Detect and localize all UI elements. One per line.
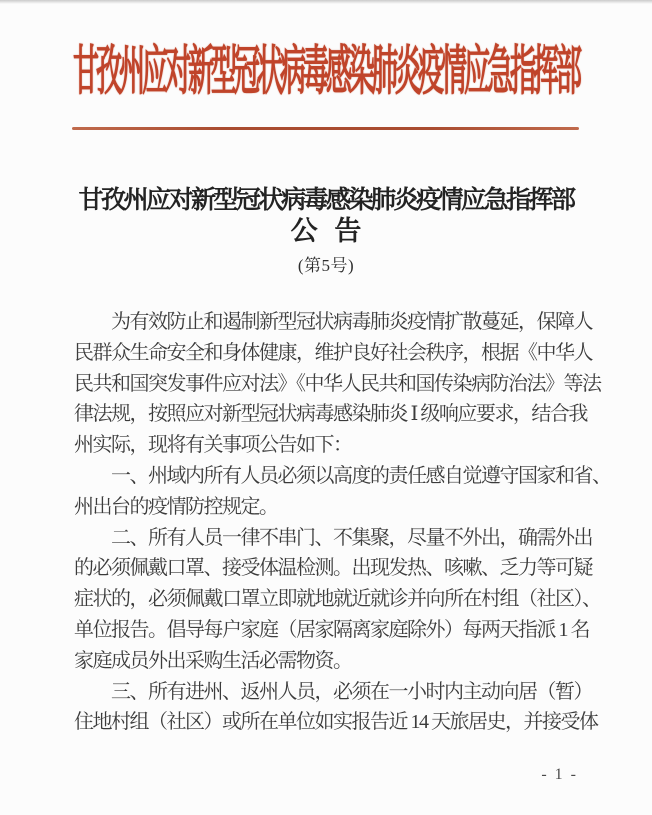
letterhead bbox=[0, 34, 652, 100]
page-number: - 1 - bbox=[541, 766, 578, 783]
document-body bbox=[74, 307, 611, 738]
body-text-line: 住地村组（社区）或所在单位如实报告近 14 天旅居史，并接受体 bbox=[74, 711, 598, 734]
body-text-line: 症状的，必须佩戴口罩立即就地就近就诊并向所在村组（社区）、 bbox=[74, 588, 601, 611]
body-text-line: 律法规，按照应对新型冠状病毒感染肺炎 Ⅰ 级响应要求，结合我 bbox=[74, 403, 587, 426]
body-text-line: 单位报告。倡导每户家庭（居家隔离家庭除外）每两天指派 1 名 bbox=[74, 618, 589, 641]
body-text-line: 家庭成员外出采购生活必需物资。 bbox=[74, 649, 352, 672]
body-text-line: 民群众生命安全和身体健康，维护良好社会秩序，根据《中华人 bbox=[74, 341, 592, 364]
document-subtitle: 公 告 bbox=[290, 216, 362, 246]
body-text-line: 三、所有进州、返州人员，必须在一小时内主动向居（暂） bbox=[111, 680, 592, 703]
body-text-line: 的必须佩戴口罩、接受体温检测。出现发热、咳嗽、乏力等可疑 bbox=[74, 557, 592, 580]
body-text-line: 为有效防止和遏制新型冠状病毒肺炎疫情扩散蔓延，保障人 bbox=[111, 311, 592, 333]
body-text-line: 州出台的疫情防控规定。 bbox=[74, 495, 278, 518]
document-number: (第5号) bbox=[297, 256, 355, 275]
body-text-line: 州实际，现将有关事项公告如下： bbox=[74, 434, 352, 457]
document-title: 甘孜州应对新型冠状病毒感染肺炎疫情应急指挥部 bbox=[78, 187, 574, 214]
body-text-line: 民共和国突发事件应对法》《中华人民共和国传染病防治法》等法 bbox=[74, 372, 601, 395]
body-text-line: 二、所有人员一律不串门、不集聚，尽量不外出，确需外出 bbox=[111, 526, 592, 549]
letterhead-org-name: 甘孜州应对新型冠状病毒感染肺炎疫情应急指挥部 bbox=[72, 41, 579, 101]
body-text-line: 一、州域内所有人员必须以高度的责任感自觉遵守国家和省、 bbox=[111, 464, 611, 487]
letterhead-divider-rule bbox=[72, 127, 579, 130]
